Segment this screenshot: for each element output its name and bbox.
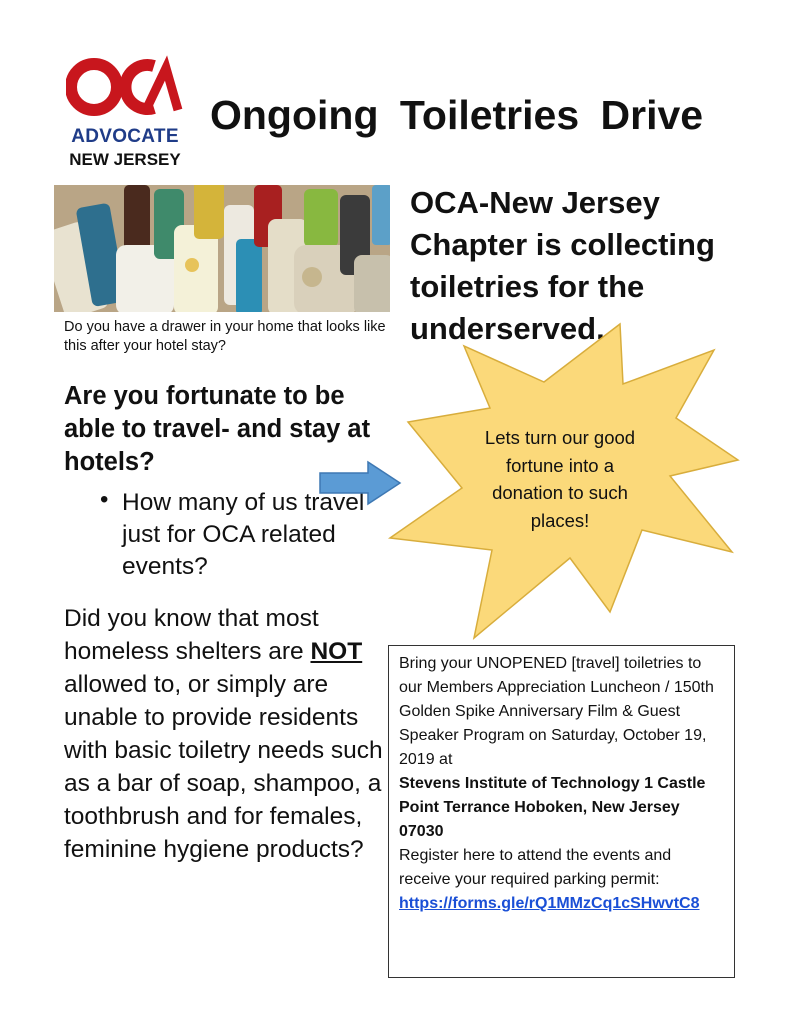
register-text: Register here to attend the events and receive your required parking permit: — [399, 847, 672, 888]
oca-logo — [60, 54, 195, 174]
event-venue: Stevens Institute of Technology 1 Castle Point Terrance Hoboken, New Jersey 07030 — [399, 775, 706, 840]
logo-new-jersey-text: NEW JERSEY — [69, 150, 181, 169]
photo-caption: Do you have a drawer in your home that looks like this after your hotel stay? — [64, 319, 386, 354]
toiletries-photo — [54, 185, 390, 312]
travel-bullet: How many of us travel just for OCA related events? — [122, 489, 365, 580]
oca-logo-mark — [66, 54, 188, 124]
registration-link[interactable]: https://forms.gle/rQ1MMzCq1cSHwvtC8 — [399, 895, 700, 912]
headline: OCA-New Jersey Chapter is collecting toiletries for the underserved. — [410, 185, 715, 346]
homeless-shelters-paragraph — [64, 602, 386, 866]
event-intro: Bring your UNOPENED [travel] toiletries to our Members Appreciation Luncheon / 150th Golden Spike Anniversary Film & Guest Speaker Program on Saturday, October 19, 2019 at — [399, 655, 714, 768]
bullet-dot-icon: • — [100, 486, 109, 513]
callout-text: Lets turn our good fortune into a donation to such places! — [484, 427, 636, 531]
homeless-part2: allowed to, or simply are unable to provide residents with basic toiletry needs such as a bar of soap, shampoo, a toothbrush and for females, feminine hygiene products? — [64, 671, 383, 863]
event-info-box — [388, 645, 735, 978]
page-title: Ongoing Toiletries Drive — [210, 92, 704, 138]
travel-question: Are you fortunate to be able to travel- and stay at hotels? — [64, 382, 371, 476]
not-emphasis: NOT — [310, 638, 363, 665]
homeless-part1: Did you know that most homeless shelters are — [64, 605, 319, 665]
logo-advocate-text: ADVOCATE — [71, 126, 179, 147]
